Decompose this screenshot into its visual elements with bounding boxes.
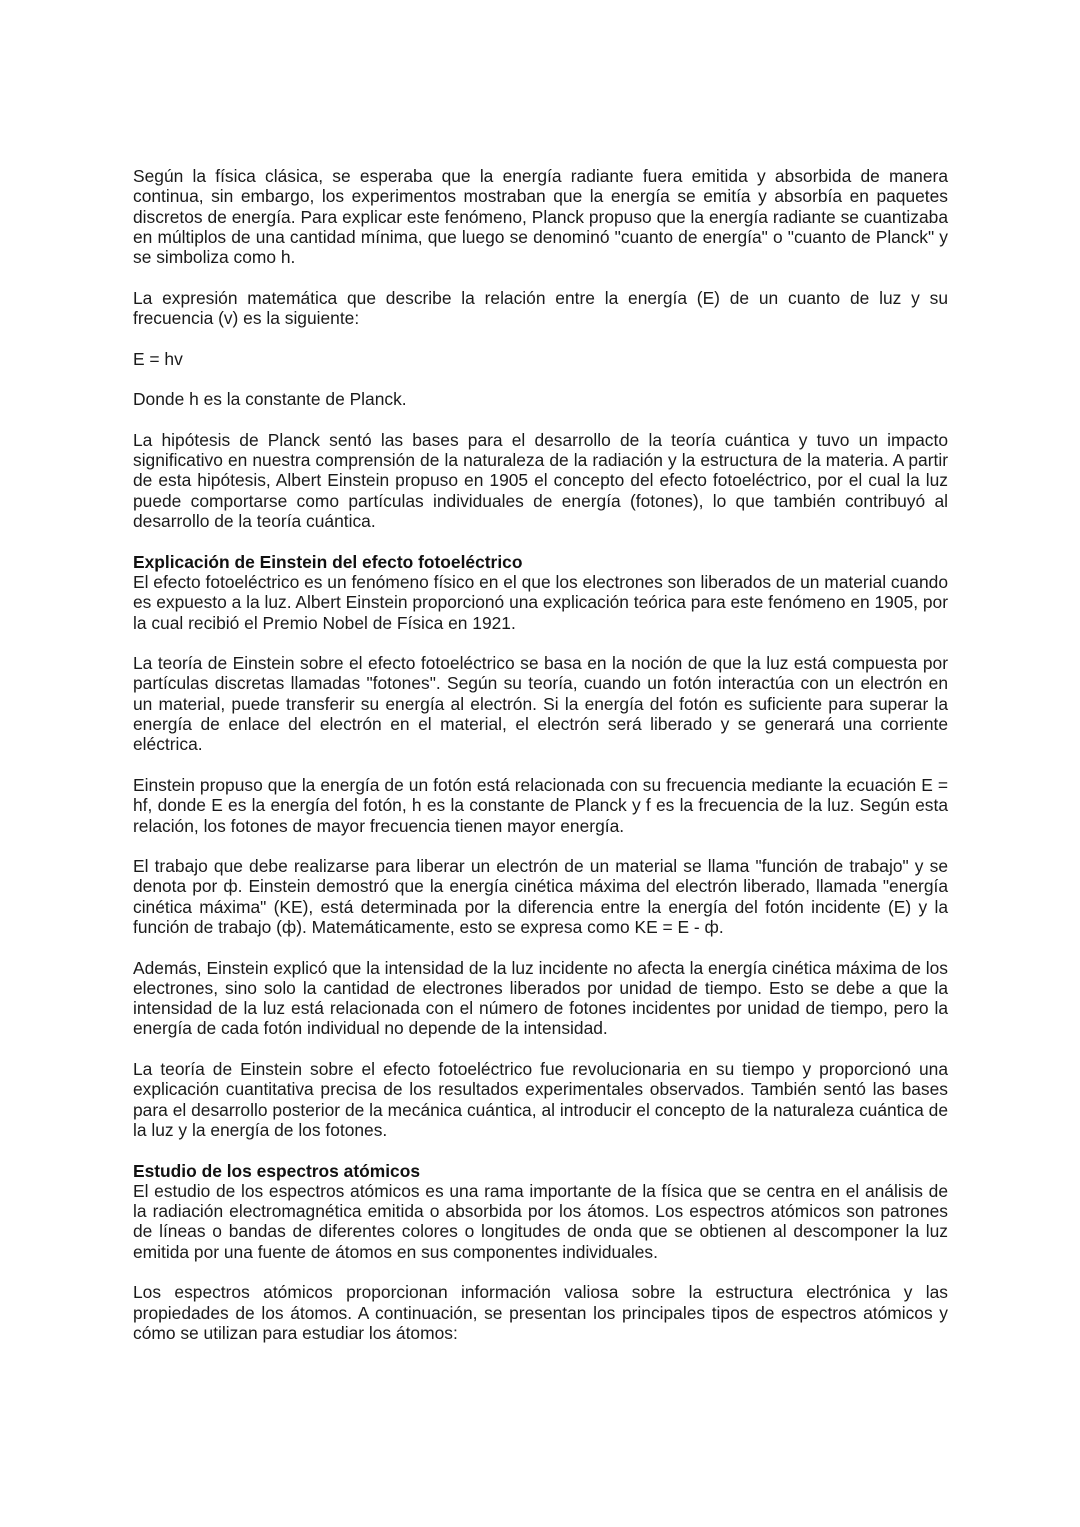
paragraph-math-expression: La expresión matemática que describe la relación entre la energía (E) de un cuanto de luz y su frecuencia (v) es la siguiente: [133, 287, 948, 329]
paragraph-classical-physics: Según la física clásica, se esperaba que la energía radiante fuera emitida y absorbida de manera continua, sin embargo, los experimentos mostraban que la energía se emitía y absorbía en paquetes discretos de energía. Para explicar este fenómeno, Planck propuso que la energía radiante se cuantizaba en múltiplos de una cantidad mínima, que luego se denominó "cuanto de energía" o "cuanto de Planck" y se simboliza como h. [133, 166, 948, 268]
heading-einstein-photoelectric: Explicación de Einstein del efecto fotoeléctrico [133, 551, 523, 572]
formula-planck: E = hv [133, 348, 183, 369]
paragraph-spectra-types: Los espectros atómicos proporcionan información valiosa sobre la estructura electrónica y las propiedades de los átomos. A continuación, se presentan los principales tipos de espectros atómicos y cómo se utilizan para estudiar los átomos: [133, 1282, 948, 1343]
paragraph-planck-hypothesis: La hipótesis de Planck sentó las bases para el desarrollo de la teoría cuántica y tuvo un impacto significativo en nuestra comprensión de la naturaleza de la radiación y la estructura de la materia. A partir de esta hipótesis, Albert Einstein propuso en 1905 el concepto del efecto fotoeléctrico, por el cual la luz puede comportarse como partículas individuales de energía (fotones), lo que también contribuyó al desarrollo de la teoría cuántica. [133, 429, 948, 532]
paragraph-revolutionary-theory: La teoría de Einstein sobre el efecto fotoeléctrico fue revolucionaria en su tiempo y proporcionó una explicación cuantitativa precisa de los resultados experimentales observados. También sentó las bases para el desarrollo posterior de la mecánica cuántica, al introducir el concepto de la naturaleza cuántica de la luz y la energía de los fotones. [133, 1059, 948, 1140]
paragraph-photoelectric-effect: El efecto fotoeléctrico es un fenómeno físico en el que los electrones son liberados de un material cuando es expuesto a la luz. Albert Einstein proporcionó una explicación teórica para este fenómeno en 1905, por la cual recibió el Premio Nobel de Física en 1921. [133, 571, 948, 633]
paragraph-work-function: El trabajo que debe realizarse para liberar un electrón de un material se llama "función de trabajo" y se denota por ф. Einstein demostró que la energía cinética máxima del electrón liberado, llamada "energía cinética máxima" (KE), está determinada por la diferencia entre la energía del fotón incidente (E) y la función de trabajo (ф). Matemáticamente, esto se expresa como KE = E - ф. [133, 856, 948, 937]
heading-atomic-spectra: Estudio de los espectros atómicos [133, 1160, 421, 1181]
document-page [133, 166, 948, 1364]
paragraph-spectra-study: El estudio de los espectros atómicos es una rama importante de la física que se centra en el análisis de la radiación electromagnética emitida o absorbida por los átomos. Los espectros atómicos son patrones de líneas o bandas de diferentes colores o longitudes de onda que se obtienen al descomponer la luz emitida por una fuente de átomos en sus componentes individuales. [133, 1180, 948, 1262]
paragraph-einstein-theory: La teoría de Einstein sobre el efecto fotoeléctrico se basa en la noción de que la luz está compuesta por partículas discretas llamadas "fotones". Según su teoría, cuando un fotón interactúa con un electrón en un material, puede transferir su energía al electrón. Si la energía del fotón es suficiente para superar la energía de enlace del electrón en el material, el electrón será liberado y se generará una corriente eléctrica. [133, 653, 948, 755]
paragraph-planck-constant: Donde h es la constante de Planck. [133, 389, 407, 410]
paragraph-photon-energy: Einstein propuso que la energía de un fotón está relacionada con su frecuencia mediante la ecuación E = hf, donde E es la energía del fotón, h es la constante de Planck y f es la frecuencia de la luz. Según esta relación, los fotones de mayor frecuencia tienen mayor energía. [133, 774, 948, 836]
paragraph-light-intensity: Además, Einstein explicó que la intensidad de la luz incidente no afecta la energía cinética máxima de los electrones, sino solo la cantidad de electrones liberados por unidad de tiempo. Esto se debe a que la intensidad de la luz está relacionada con el número de fotones incidentes por unidad de tiempo, pero la energía de cada fotón individual no depende de la intensidad. [133, 957, 948, 1039]
